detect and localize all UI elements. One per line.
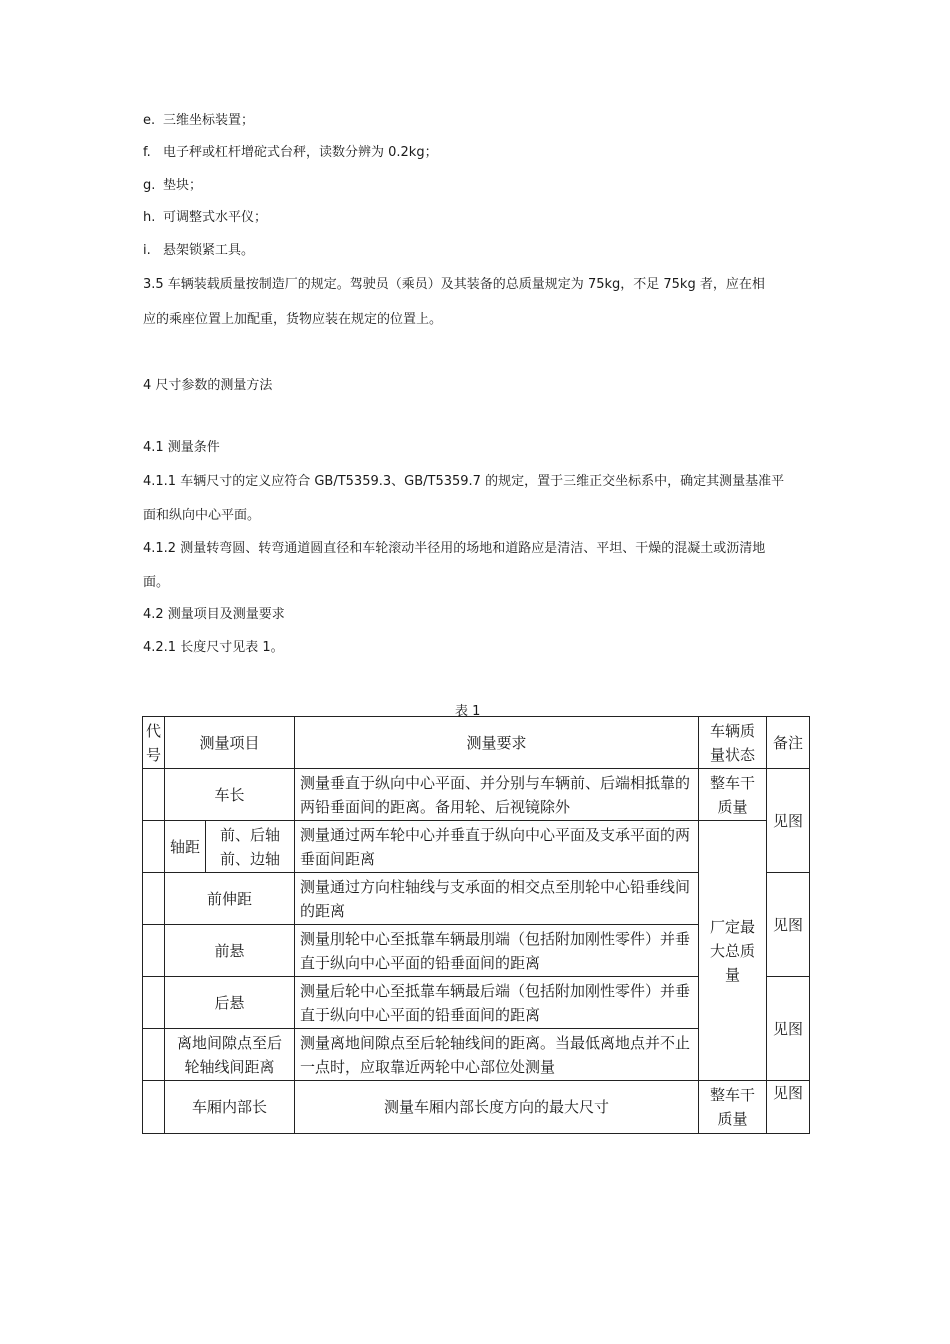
header-item: 测量项目 [165,717,295,769]
item-cell: 前伸距 [165,873,295,925]
header-note: 备注 [767,717,810,769]
length-dimensions-table [142,716,810,1134]
mass-state-cell: 整车干质量 [699,769,767,821]
item-cell: 后悬 [165,977,295,1029]
requirement-cell: 测量后轮中心至抵靠车辆最后端（包括附加刚性零件）并垂直于纵向中心平面的铅垂面间的距离 [295,977,699,1029]
code-cell [143,821,165,873]
item-f [143,145,438,161]
item-marker: i. [143,243,151,258]
para-4-1-1-line1: 4.1.1 车辆尺寸的定义应符合 GB/T5359.3、GB/T5359.7 的规定，置于三维正交坐标系中，确定其测量基准平 [143,474,785,489]
code-cell [143,1081,165,1134]
table-row [143,821,810,873]
mass-state-cell: 整车干质量 [699,1081,767,1134]
table-row [143,769,810,821]
para-4-1-1-line2: 面和纵向中心平面。 [143,508,261,523]
item-subcell [206,821,295,873]
section-4-1-heading: 4.1 测量条件 [143,440,220,455]
item-text: 可调整式水平仪； [163,210,268,225]
item-g [143,178,202,194]
table-caption: 表 1 [455,704,481,719]
section-4-heading: 4 尺寸参数的测量方法 [143,378,273,393]
requirement-cell: 测量刖轮中心至抵靠车辆最刖端（包括附加刚性零件）并垂直于纵向中心平面的铅垂面间的距离 [295,925,699,977]
item-cell: 离地间隙点至后轮轴线间距离 [165,1029,295,1081]
code-cell [143,873,165,925]
requirement-cell: 测量垂直于纵向中心平面、并分别与车辆前、后端相抵靠的两铅垂面间的距离。备用轮、后视镜除外 [295,769,699,821]
item-text: 三维坐标装置； [163,113,255,128]
item-text: 悬架锁紧工具。 [163,243,255,258]
sub-item-label: 前、边轴 [220,849,281,868]
item-h [143,210,267,226]
code-cell [143,769,165,821]
requirement-cell: 测量通过两车轮中心并垂直于纵向中心平面及支承平面的两垂面间距离 [295,821,699,873]
para-4-2-1: 4.2.1 长度尺寸见表 1。 [143,640,284,655]
header-code: 代号 [143,717,165,769]
requirement-cell: 测量离地间隙点至后轮轴线间的距离。当最低离地点并不止一点时，应取靠近两轮中心部位处测量 [295,1029,699,1081]
header-mass-state: 车辆质量状态 [699,717,767,769]
requirement-cell: 测量车厢内部长度方向的最大尺寸 [295,1081,699,1134]
note-cell: 见图 [767,1081,810,1134]
note-cell: 见图 [767,977,810,1081]
item-marker: f. [143,145,151,160]
code-cell [143,1029,165,1081]
item-group-cell: 轴距 [165,821,206,873]
code-cell [143,925,165,977]
section-4-2-heading: 4.2 测量项目及测量要求 [143,607,285,622]
item-marker: h. [143,210,156,225]
item-text: 电子秤或杠杆增砣式台秤，读数分辨为 0.2kg； [163,145,438,160]
item-cell: 车厢内部长 [165,1081,295,1134]
table-row [143,1081,810,1134]
item-marker: e. [143,113,156,128]
para-3-5-line2: 应的乘座位置上加配重，货物应装在规定的位置上。 [143,312,443,327]
item-i [143,243,254,259]
note-cell: 见图 [767,769,810,873]
item-cell: 车长 [165,769,295,821]
sub-item-label: 前、后轴 [220,825,281,844]
item-cell: 前悬 [165,925,295,977]
para-4-1-2-line2: 面。 [143,575,170,590]
code-cell [143,977,165,1029]
header-requirement: 测量要求 [295,717,699,769]
table-header-row [143,717,810,769]
item-marker: g. [143,178,156,193]
item-e [143,113,254,129]
item-text: 垫块； [163,178,203,193]
para-3-5-line1: 3.5 车辆装载质量按制造厂的规定。驾驶员（乘员）及其装备的总质量规定为 75kg，不足 75kg 者，应在相 [143,277,765,292]
mass-state-merged-cell: 厂定最大总质量 [699,821,767,1081]
para-4-1-2-line1: 4.1.2 测量转弯圆、转弯通道圆直径和车轮滚动半径用的场地和道路应是清洁、平坦、干燥的混凝土或沥清地 [143,541,766,556]
requirement-cell: 测量通过方向柱轴线与支承面的相交点至刖轮中心铅垂线间的距离 [295,873,699,925]
note-cell: 见图 [767,873,810,977]
